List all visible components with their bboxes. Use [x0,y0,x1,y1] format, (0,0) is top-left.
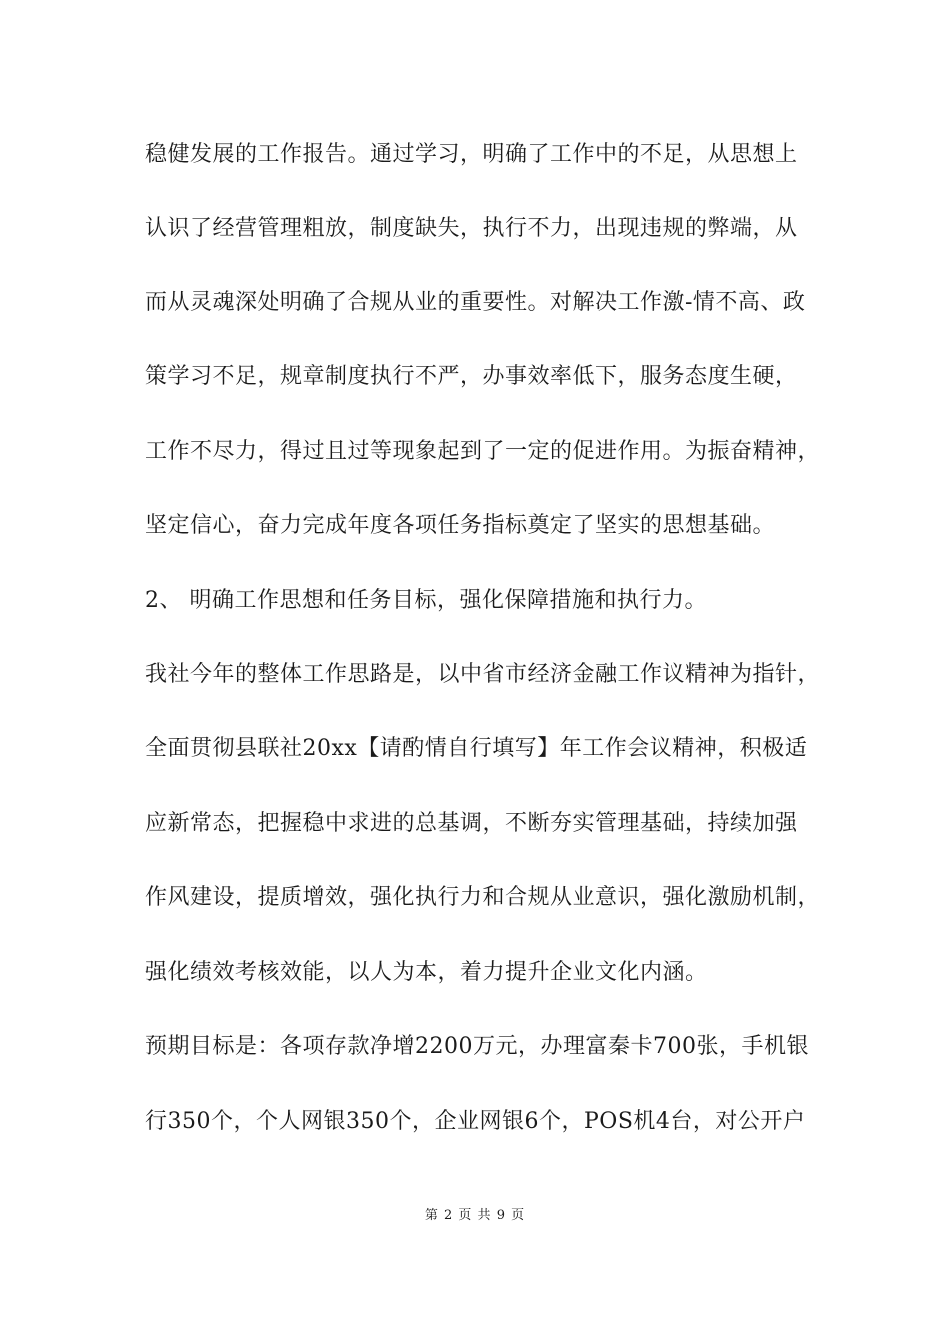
body-text-line: 认识了经营管理粗放，制度缺失，执行不力，出现违规的弊端，从 [145,216,798,241]
body-text-line: 强化绩效考核效能，以人为本，着力提升企业文化内涵。 [145,960,708,985]
body-text-line: 我社今年的整体工作思路是，以中省市经济金融工作议精神为指针， [145,662,821,687]
body-text-line: 预期目标是：各项存款净增2200万元，办理富秦卡700张，手机银 [145,1034,809,1059]
body-text-line: 作风建设，提质增效，强化执行力和合规从业意识，强化激励机制， [145,885,821,910]
body-text-line: 稳健发展的工作报告。通过学习，明确了工作中的不足，从思想上 [145,142,798,167]
body-text-line: 全面贯彻县联社20xx【请酌情自行填写】年工作会议精神，积极适 [145,736,808,761]
body-text-line: 而从灵魂深处明确了合规从业的重要性。对解决工作激-情不高、政 [145,290,806,315]
section-heading: 2、 明确工作思想和任务目标，强化保障措施和执行力。 [145,588,707,613]
body-text-line: 行350个，个人网银350个，企业网银6个，POS机4台，对公开户 [145,1109,806,1134]
body-text-line: 应新常态，把握稳中求进的总基调，不断夯实管理基础，持续加强 [145,811,798,836]
page-number-footer: 第 2 页 共 9 页 [424,1208,526,1223]
body-text-line: 工作不尽力，得过且过等现象起到了一定的促进作用。为振奋精神， [145,439,821,464]
body-text-line: 策学习不足，规章制度执行不严，办事效率低下，服务态度生硬， [145,364,798,389]
body-text-line: 坚定信心，奋力完成年度各项任务指标奠定了坚实的思想基础。 [145,513,776,538]
